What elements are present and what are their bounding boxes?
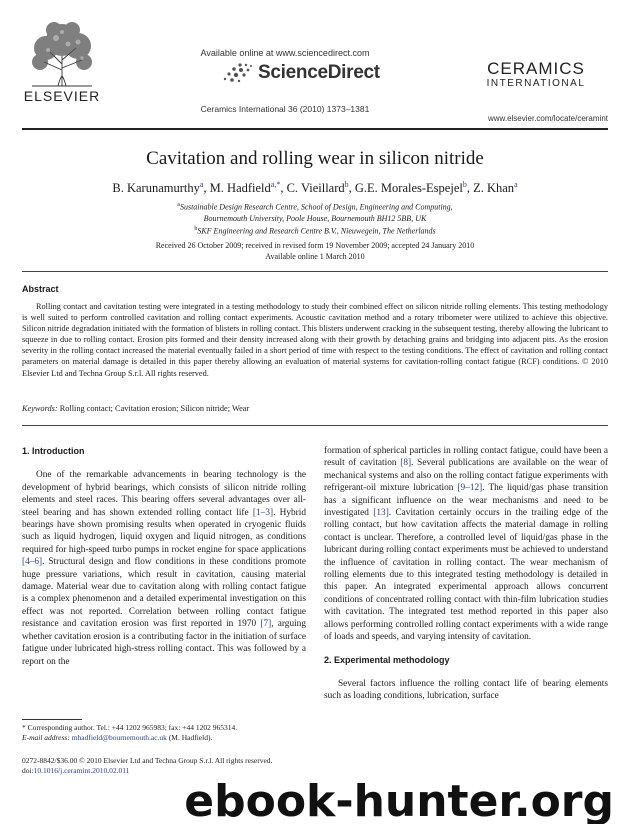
author-affiliation-mark[interactable]: a — [514, 180, 518, 189]
affiliation-line — [80, 224, 550, 237]
affiliations — [80, 200, 550, 236]
affiliation-text: SKF Engineering and Research Centre B.V., Nieuwegein, The Netherlands — [197, 226, 436, 236]
email-owner: (M. Hadfield). — [168, 733, 213, 742]
doi-label: doi: — [22, 766, 34, 775]
abstract-heading: Abstract — [22, 284, 59, 294]
sciencedirect-wordmark: ScienceDirect — [258, 62, 380, 83]
intro-paragraph — [22, 469, 306, 668]
watermark-text: ebook-hunter.org — [184, 776, 614, 824]
affiliation-line — [80, 200, 550, 213]
affiliation-line — [80, 213, 550, 224]
footnote — [22, 723, 306, 743]
doi-link[interactable]: 10.1016/j.ceramint.2010.02.011 — [33, 766, 130, 775]
elsevier-tree-icon — [22, 18, 102, 88]
author-affiliation-mark[interactable]: a,* — [270, 180, 281, 189]
journal-logo — [466, 60, 606, 90]
available-online-date: Available online 1 March 2010 — [265, 252, 365, 261]
abstract-divider — [22, 425, 608, 426]
author-name: G.E. Morales-Espejel — [354, 181, 463, 196]
keywords-label: Keywords: — [22, 404, 58, 413]
issn-line: 0272-8842/$36.00 © 2010 Elsevier Ltd and Techna Group S.r.l. All rights reserved. — [22, 756, 273, 765]
affiliation-mark: a — [177, 202, 180, 208]
affiliation-text: Bournemouth University, Poole House, Bournemouth BH12 5BB, UK — [203, 213, 427, 223]
author-name: B. Karunamurthy — [112, 181, 200, 196]
author-name: Z. Khan — [473, 181, 515, 196]
corresponding-author: * Corresponding author. Tel.: +44 1202 965983; fax: +44 1202 965314. — [22, 723, 238, 732]
footnote-divider — [22, 719, 82, 720]
keywords — [22, 404, 608, 413]
citation-link[interactable]: [4–6] — [22, 557, 43, 568]
body-text: . Structural design and flow conditions in these conditions promote huge pressure variations, which result in cavitation, causing material damage. Material wear due to cavitation along with rolling contact fatigue is a complex phenomenon and a detailed experimental investigation on this effect was not reported. Correlation between rolling contact fatigue resistance and cavitation erosion was first reported in 1970 — [22, 557, 306, 630]
email-label: E-mail address: — [22, 733, 70, 742]
intro-paragraph-continued — [324, 445, 608, 644]
body-text: One of the remarkable advancements in bearing technology is the development of hybrid bearings, which consists of silicon nitride rolling elements and steel races. This bearing offers several advantages over all-steel bearing and has shown extended rolling contact life — [22, 470, 306, 518]
journal-reference: Ceramics International 36 (2010) 1373–1381 — [200, 104, 370, 114]
article-dates — [80, 240, 550, 262]
section-heading-introduction: 1. Introduction — [22, 446, 85, 456]
right-column — [324, 445, 608, 703]
title-divider — [22, 271, 608, 272]
affiliation-text: Sustainable Design Research Centre, School of Design, Engineering and Computing, — [179, 202, 453, 212]
body-text: , arguing whether cavitation erosion is a contributing factor in the initiation of surface fatigue under lubricated high-stress rolling contact. This was followed by a report on the — [22, 619, 306, 667]
left-column — [22, 445, 306, 668]
affiliation-mark: b — [194, 225, 198, 232]
abstract-copyright: © 2010 Elsevier Ltd and Techna Group S.r.l. All rights reserved. — [22, 357, 609, 378]
body-text: . Cavitation certainly occurs in the trailing edge of the rolling contact, but how cavitation affects the material damage in rolling contact is unclear. Therefore, a controlled level of liquid/gas phase in the lubricant during rolling contact experiments must be achieved to understand the influence of cavitation in rolling contact. The wear mechanism of rolling elements due to this integrated testing methodology is detailed in this paper. An integrated experimental approach allows concurrent conditions of concentrated rolling contact with thin-film lubrication studies with cavitation. The integrated test method reported in this paper also allows performing controlled rolling contact experiments with a wide range of loads and speeds, and varying intensity of cavitation. — [324, 508, 608, 643]
author-list: B. Karunamurthy$^a$, M. Hadfield$^{a,*}$, C. Vieillard$^b$, G.E. Morales-Espejel$^b$, Z. Khan$^a$ — [112, 180, 518, 196]
author-name: M. Hadfield — [209, 181, 271, 196]
elsevier-logo — [22, 18, 102, 106]
citation-link[interactable]: [9–12] — [457, 483, 483, 494]
article-title: Cavitation and rolling wear in silicon nitride — [146, 148, 484, 169]
available-online-text: Available online at www.sciencedirect.com — [200, 48, 370, 58]
author-affiliation-mark[interactable]: a — [199, 180, 204, 189]
body-text: formation of spherical particles in rolling contact fatigue, could have been a result of cavitation — [324, 446, 608, 469]
section-heading-methodology: 2. Experimental methodology — [324, 654, 450, 665]
journal-logo-line1: CERAMICS — [487, 59, 585, 78]
methodology-paragraph: Several factors influence the rolling contact life of bearing elements such as loading conditions, lubrication, surface — [324, 678, 608, 702]
publisher-name: ELSEVIER — [23, 88, 101, 104]
issn-block — [22, 756, 342, 776]
citation-link[interactable]: [13] — [373, 508, 389, 519]
body-text: . Hybrid bearings have shown promising results when operated in cryogenic fluids such as liquid hydrogen, liquid oxygen and liquid nitrogen, as conditions required for high-speed turbo pumps in rocket engine for space applications — [22, 507, 306, 555]
abstract-text: Rolling contact and cavitation testing were integrated in a testing methodology to study their combined effect on silicon nitride rolling elements. This testing methodology is well suited to perform controlled cavitation and rolling contact experiments. Acoustic cavitation method and a rotary tribometer were utilized to achieve this objective. Silicon nitride degradation initiated with the formation of blisters in rolling contact. This blisters underwent cracking in the subsequent testing, thereby allowing the lubricant to squeeze in due to rolling contact. Erosion pits formed and their density increased along with their growth by detaching grains and bridging into adjacent pits. As the erosion severity in the rolling contact increased the material eventually failed in a short period of time with respect to the testing conditions. The effect of cavitation and rolling contact parameters on material damage is detailed in this paper thereby allowing an evaluation of material systems for cavitation-rolling contact fatigue (RCF) conditions. — [22, 302, 608, 367]
citation-link[interactable]: [7] — [260, 619, 272, 630]
sciencedirect-logo[interactable] — [220, 60, 400, 86]
author-affiliation-mark[interactable]: b — [462, 180, 467, 189]
author-affiliation-mark[interactable]: b — [344, 180, 349, 189]
email-link[interactable]: mhadfield@bournemouth.ac.uk — [71, 733, 167, 742]
sciencedirect-dots-icon — [220, 62, 256, 84]
watermark — [136, 776, 620, 824]
body-text: . Several publications are available on the wear of mechanical systems and also on the rolling contact fatigue experiments with refrigerant-oil mixture lubrication — [324, 458, 608, 494]
body-text: . The liquid/gas phase transition has a significant influence on the wear mechanisms and need to be investigated — [324, 483, 608, 519]
header-divider — [22, 128, 608, 130]
journal-logo-line2: INTERNATIONAL — [486, 78, 586, 89]
citation-link[interactable]: [1–3] — [252, 507, 274, 518]
abstract-body — [22, 301, 608, 379]
author-name: C. Vieillard — [286, 181, 345, 196]
received-dates: Received 26 October 2009; received in revised form 19 November 2009; accepted 24 January 2010 — [155, 241, 475, 250]
journal-url-link[interactable]: www.elsevier.com/locate/ceramint — [487, 114, 608, 123]
keywords-list: Rolling contact; Cavitation erosion; Silicon nitride; Wear — [59, 404, 250, 413]
citation-link[interactable]: [8] — [400, 458, 412, 469]
